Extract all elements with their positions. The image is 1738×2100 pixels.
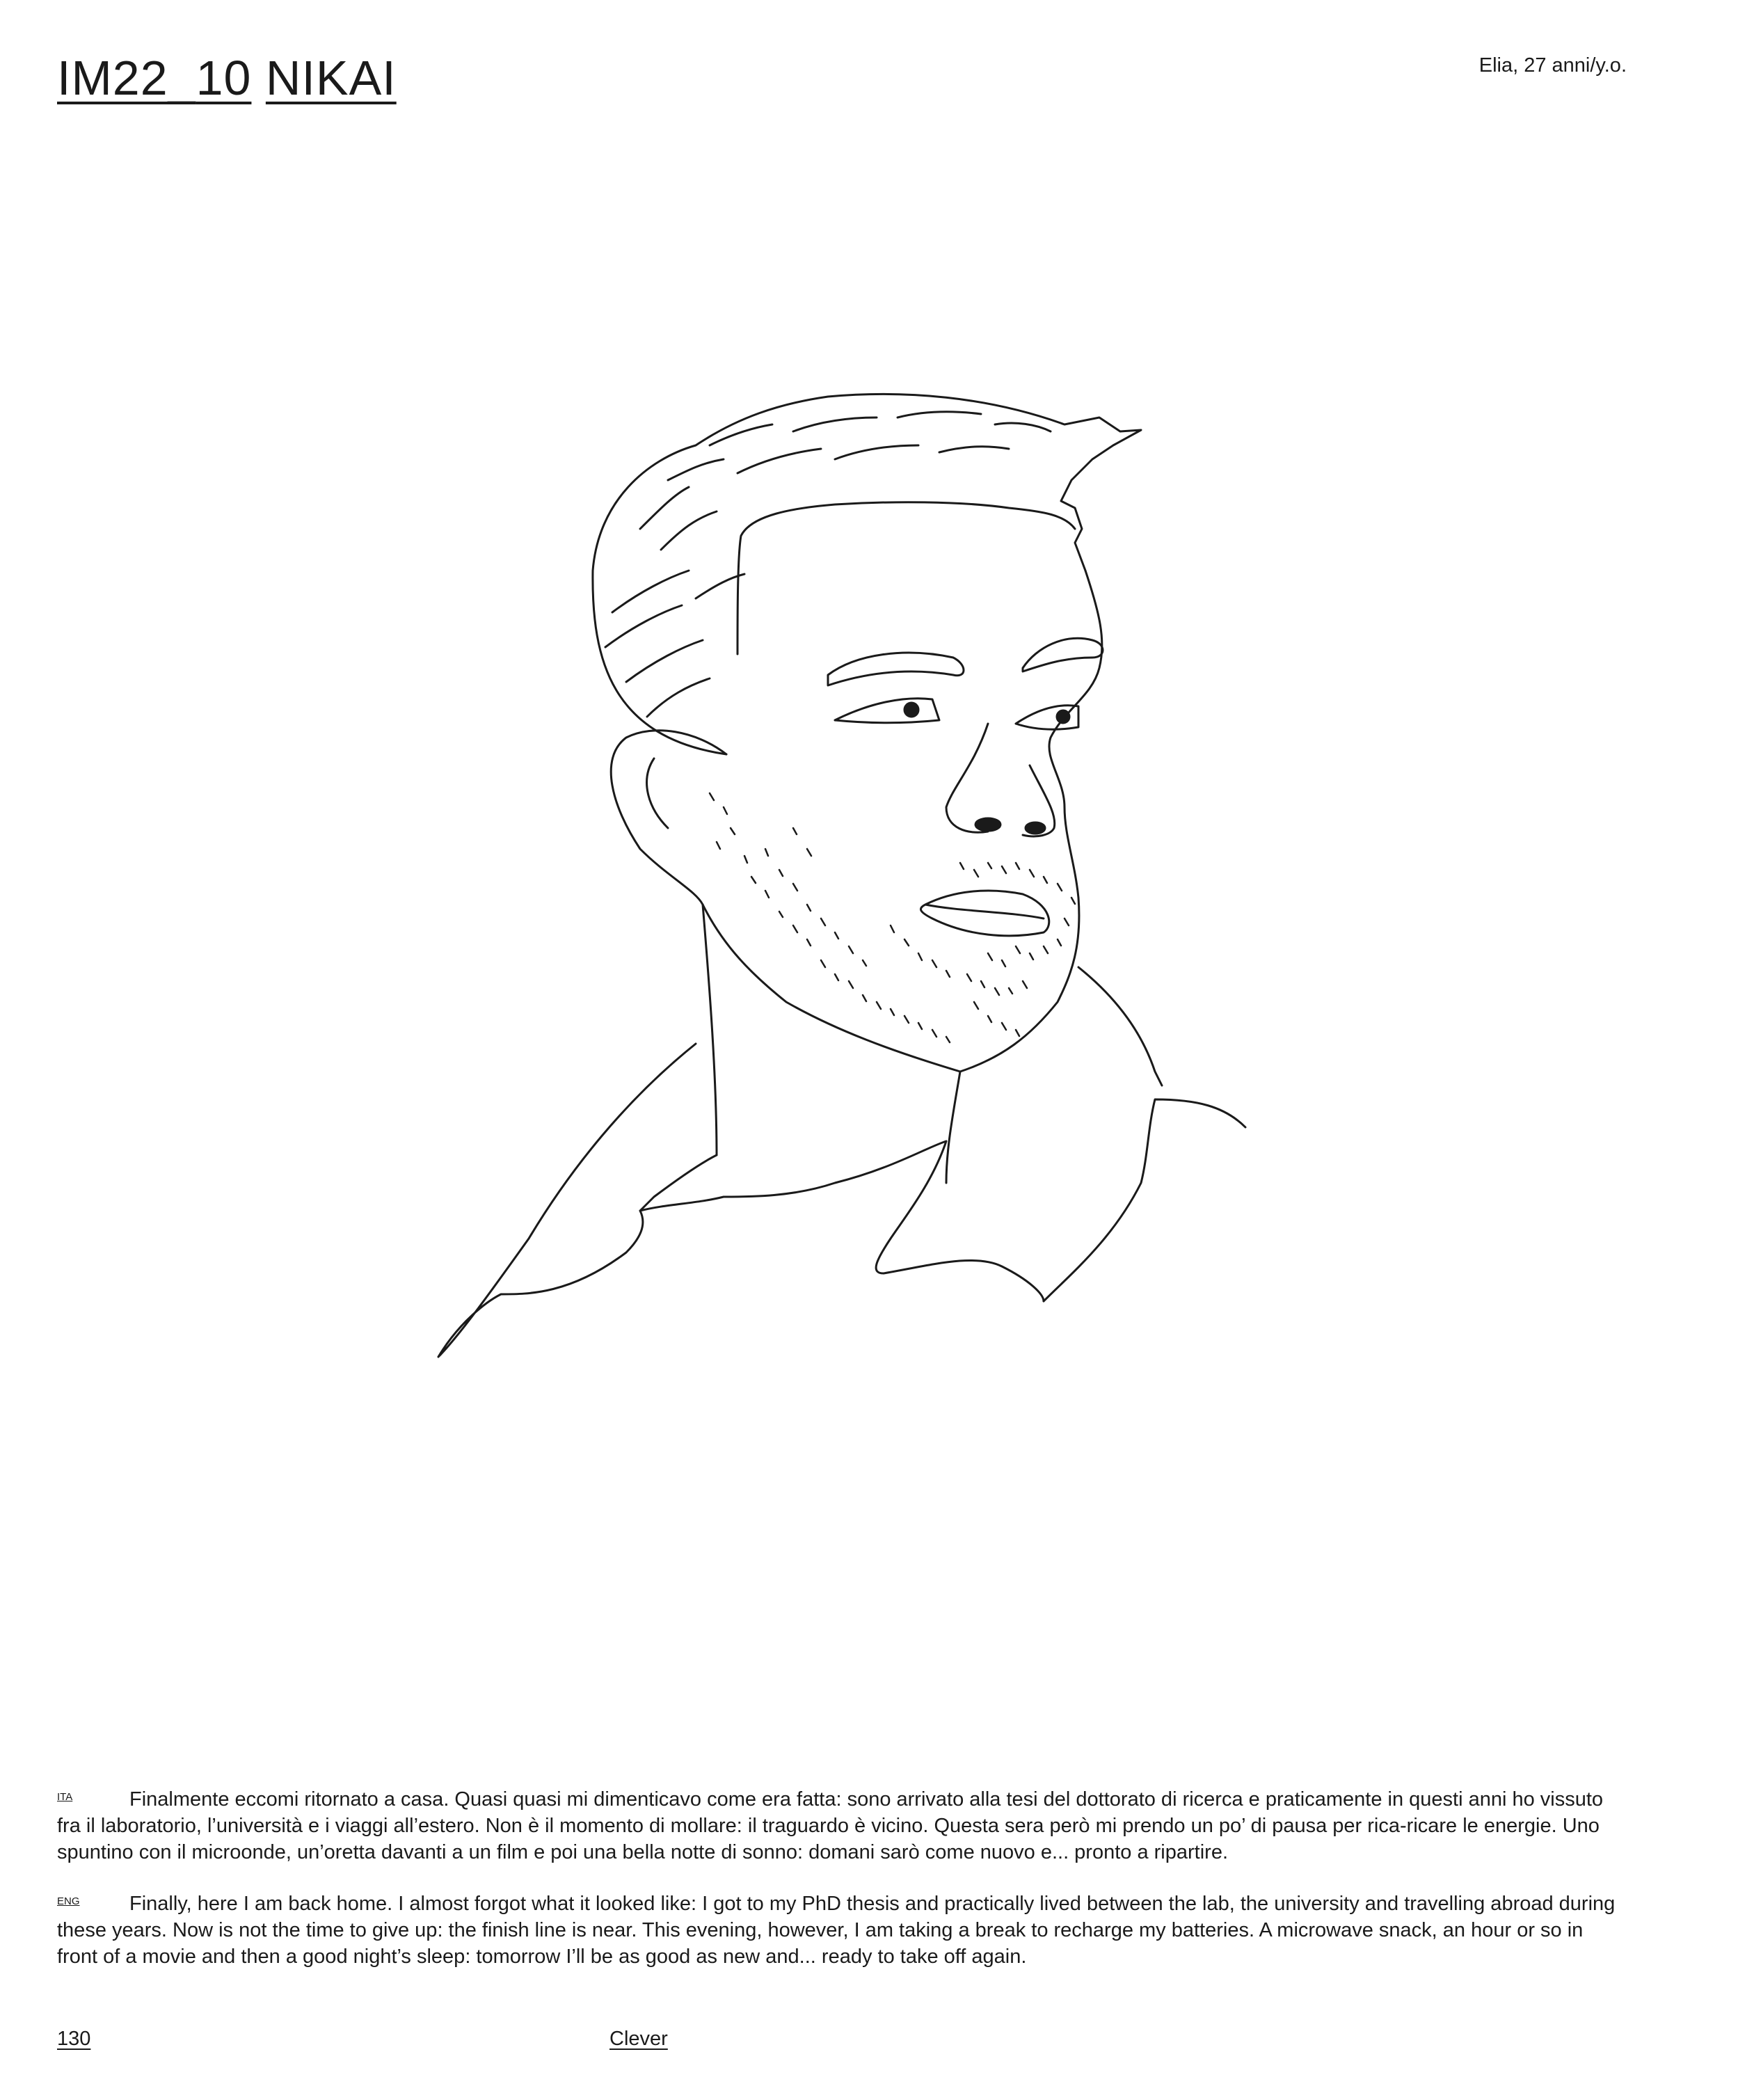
english-body: Finally, here I am back home. I almost forgot what it looked like: I got to my PhD thesis and practically lived between the lab, the university and travelling abroad during these years. Now is not the time to give up: the finish line is near. This evening, however, I am taking a break to recharge my batteries. A microwave snack, an hour or so in front of a movie and then a good night’s sleep: tomorrow I’ll be as good as new and... ready to take off again. xyxy=(57,1893,1616,1968)
neck xyxy=(703,905,960,1183)
right-eyebrow xyxy=(1023,638,1103,671)
subject-caption: Elia, 27 anni/y.o. xyxy=(1478,54,1627,77)
mouth xyxy=(920,891,1049,936)
title-separator: _ xyxy=(168,51,196,105)
jaw xyxy=(703,905,960,1072)
page-number: 130 xyxy=(57,2028,91,2050)
hair-outline xyxy=(593,394,1141,754)
left-eye xyxy=(835,699,939,723)
nose xyxy=(946,724,1055,836)
hairline xyxy=(738,502,1075,654)
left-eyebrow xyxy=(828,653,964,685)
italian-body: Finalmente eccomi ritornato a casa. Quasi quasi mi dimenticavo come era fatta: sono arrivato alla tesi del dottorato di ricerca e praticamente in questi anni ho vissuto fra il laboratorio, l’università e i viaggi all’estero. Non è il momento di mollare: il traguardo è vicino. Questa sera però mi prendo un po’ di pausa per rica-ricare le energie. Uno spuntino con il microonde, un’oretta davanti a un film e poi una bella notte di sonno: domani sarò come nuovo e... pronto a ripartire. xyxy=(57,1788,1604,1863)
lang-label-ita: ITA xyxy=(57,1791,73,1803)
ear xyxy=(611,731,726,905)
italian-text xyxy=(57,1784,1627,1866)
shirt-left xyxy=(438,1044,717,1357)
shirt-right xyxy=(1044,967,1245,1301)
title-name: NIKAI xyxy=(265,51,397,105)
beard-stubble xyxy=(710,793,1075,1042)
title-number: 10 xyxy=(196,51,252,105)
english-text xyxy=(57,1888,1627,1970)
lang-label-eng: ENG xyxy=(57,1895,80,1907)
section-name: Clever xyxy=(609,2028,668,2050)
title-code: IM22 xyxy=(57,51,168,105)
